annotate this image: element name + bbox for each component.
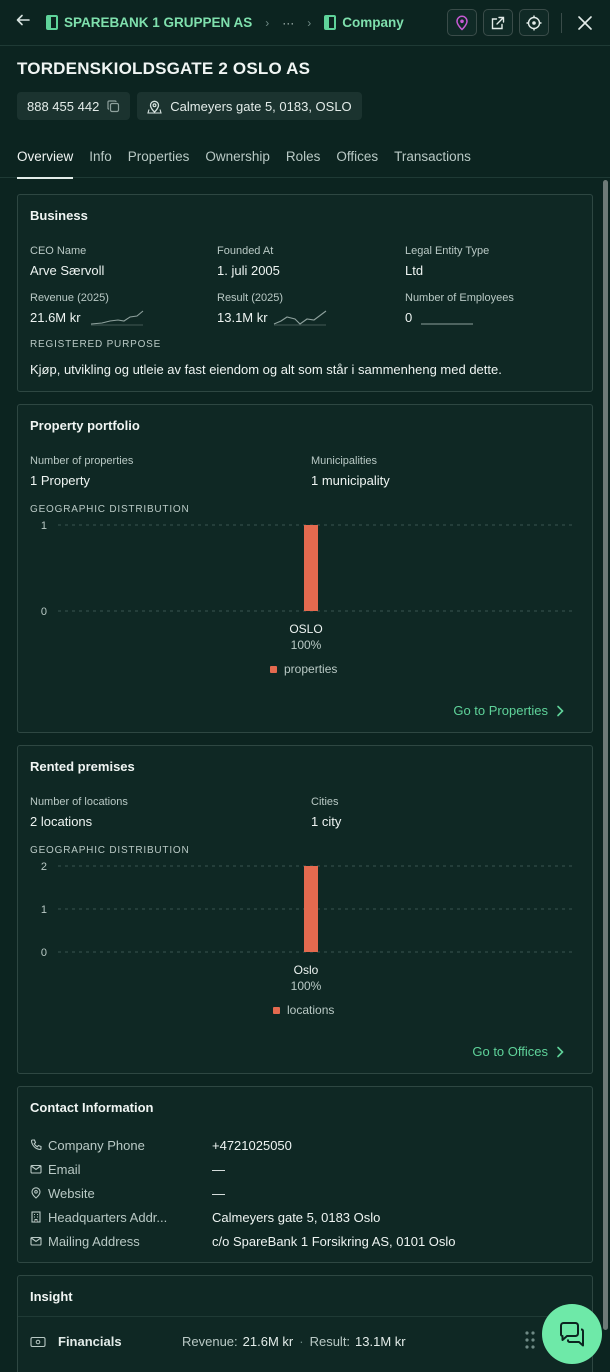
y-tick-label: 1 [40,520,47,532]
chevron-right-icon: › [265,15,270,30]
insight-result-label: Result: [309,1334,351,1349]
employees-label: Number of Employees [405,292,514,304]
contact-row [30,1160,580,1178]
tab-properties[interactable]: Properties [127,148,190,164]
rented-title: Rented premises [30,759,135,774]
chevron-right-icon: › [307,15,312,30]
chat-icon [557,1319,587,1349]
insight-result-value: 13.1M kr [355,1334,406,1349]
ceo-value: Arve Særvoll [30,263,105,278]
tab-overview[interactable]: Overview [17,134,73,178]
location-pin-icon [30,1187,48,1199]
map-pin-icon [454,15,470,31]
insight-revenue-label: Revenue: [182,1334,238,1349]
locate-button[interactable] [519,9,549,36]
y-tick-label: 2 [40,861,47,873]
entity-type-label: Legal Entity Type [405,245,490,257]
divider [561,13,562,33]
headquarters-address-value: Calmeyers gate 5, 0183 Oslo [212,1209,381,1225]
business-card [17,194,593,392]
property-portfolio-card [17,404,593,733]
company-logo-icon [324,15,336,30]
purpose-value: Kjøp, utvikling og utleie av fast eiendom og alt som står i sammenheng med dette. [30,362,502,377]
go-to-offices-label: Go to Offices [472,1044,548,1059]
revenue-label: Revenue (2025) [30,292,109,304]
revenue-sparkline [90,308,144,326]
portfolio-title: Property portfolio [30,418,140,433]
open-external-button[interactable] [483,9,513,36]
contact-row [30,1232,580,1250]
mail-icon [30,1235,48,1247]
revenue-value: 21.6M kr [30,310,81,325]
employees-sparkline [420,308,474,326]
ceo-label: CEO Name [30,245,87,257]
tab-roles[interactable]: Roles [285,148,321,164]
y-tick-label: 0 [40,947,47,959]
copy-icon[interactable] [107,100,120,113]
map-location-icon [147,99,162,114]
legend-swatch [270,666,277,673]
contact-row [30,1208,580,1226]
location-count-value: 2 locations [30,814,93,829]
breadcrumb [46,15,404,30]
entity-type-value: Ltd [405,263,424,278]
bar [304,866,318,952]
y-tick-label: 0 [40,606,47,618]
geo-distribution-label: GEOGRAPHIC DISTRIBUTION [30,504,190,515]
chevron-right-icon [556,1046,564,1058]
chart-category-label: OSLO [289,622,323,636]
founded-value: 1. juli 2005 [217,263,280,278]
company-logo-icon [46,15,58,30]
tab-bar [0,134,610,178]
building-icon [30,1211,48,1223]
cities-label: Cities [311,796,339,808]
mailing-address-value: c/o SpareBank 1 Forsikring AS, 0101 Oslo [212,1233,456,1249]
founded-label: Founded At [217,245,274,257]
contact-row [30,1136,580,1154]
contact-label: Email [48,1161,81,1177]
result-sparkline [273,308,327,326]
crosshair-icon [526,15,542,31]
property-count-label: Number of properties [30,455,134,467]
insight-revenue-value: 21.6M kr [242,1334,294,1349]
tab-offices[interactable]: Offices [336,148,379,164]
contact-label: Website [48,1185,95,1201]
contact-title: Contact Information [30,1100,154,1115]
divider [18,1316,594,1317]
org-number-chip[interactable] [17,92,130,120]
phone-icon [30,1139,48,1151]
mail-icon [30,1163,48,1175]
close-icon[interactable] [574,12,596,34]
business-title: Business [30,208,88,223]
rented-premises-card [17,745,593,1074]
company-phone-value[interactable]: +4721025050 [212,1137,292,1153]
insight-card [17,1275,593,1372]
municipalities-value: 1 municipality [311,473,390,488]
municipalities-label: Municipalities [311,455,378,467]
top-bar [0,0,610,46]
breadcrumb-current: Company [342,15,404,30]
contact-label: Mailing Address [48,1233,140,1249]
website-value: — [212,1185,225,1201]
address-chip[interactable] [137,92,361,120]
chart-legend [270,662,337,676]
geo-distribution-label: GEOGRAPHIC DISTRIBUTION [30,845,190,856]
contact-card [17,1086,593,1263]
y-tick-label: 1 [40,904,47,916]
property-count-value: 1 Property [30,473,90,488]
purpose-label: REGISTERED PURPOSE [30,339,162,350]
breadcrumb-parent-company[interactable]: SPAREBANK 1 GRUPPEN AS [64,15,253,30]
separator-dot: · [299,1334,304,1349]
legend-label: properties [284,662,338,676]
go-to-properties-label: Go to Properties [453,703,548,718]
chart-category-percent: 100% [290,638,322,652]
email-value: — [212,1161,225,1177]
result-label: Result (2025) [217,292,284,304]
external-link-icon [490,15,506,31]
map-pin-button[interactable] [447,9,477,36]
page-title: TORDENSKIOLDSGATE 2 OSLO AS [17,59,311,78]
bar [304,525,318,611]
result-value: 13.1M kr [217,310,268,325]
legend-label: locations [287,1003,335,1017]
location-count-label: Number of locations [30,796,128,808]
chart-legend [273,1003,334,1017]
chart-category-percent: 100% [290,979,322,993]
employees-value: 0 [405,310,413,325]
chevron-right-icon [556,705,564,717]
contact-label: Headquarters Addr... [48,1209,168,1225]
org-number: 888 455 442 [27,98,100,114]
legend-swatch [273,1007,280,1014]
go-to-offices-link[interactable] [472,1044,564,1059]
breadcrumb-ellipsis[interactable]: ··· [282,15,295,30]
money-icon [30,1336,46,1348]
contact-row [30,1184,580,1202]
tab-info[interactable]: Info [89,148,112,164]
chat-button[interactable] [542,1304,602,1364]
financials-row[interactable] [30,1334,580,1349]
go-to-properties-link[interactable] [453,703,564,718]
address-text: Calmeyers gate 5, 0183, OSLO [170,98,352,114]
tab-transactions[interactable]: Transactions [394,148,471,164]
back-arrow-icon[interactable] [16,13,36,32]
financials-label: Financials [58,1334,122,1349]
chart-category-label: Oslo [293,963,319,977]
scrollbar[interactable] [603,180,608,1330]
contact-label: Company Phone [48,1137,145,1153]
drag-handle-icon[interactable] [524,1330,536,1350]
cities-value: 1 city [311,814,342,829]
tab-ownership[interactable]: Ownership [205,148,270,164]
insight-title: Insight [30,1289,73,1304]
